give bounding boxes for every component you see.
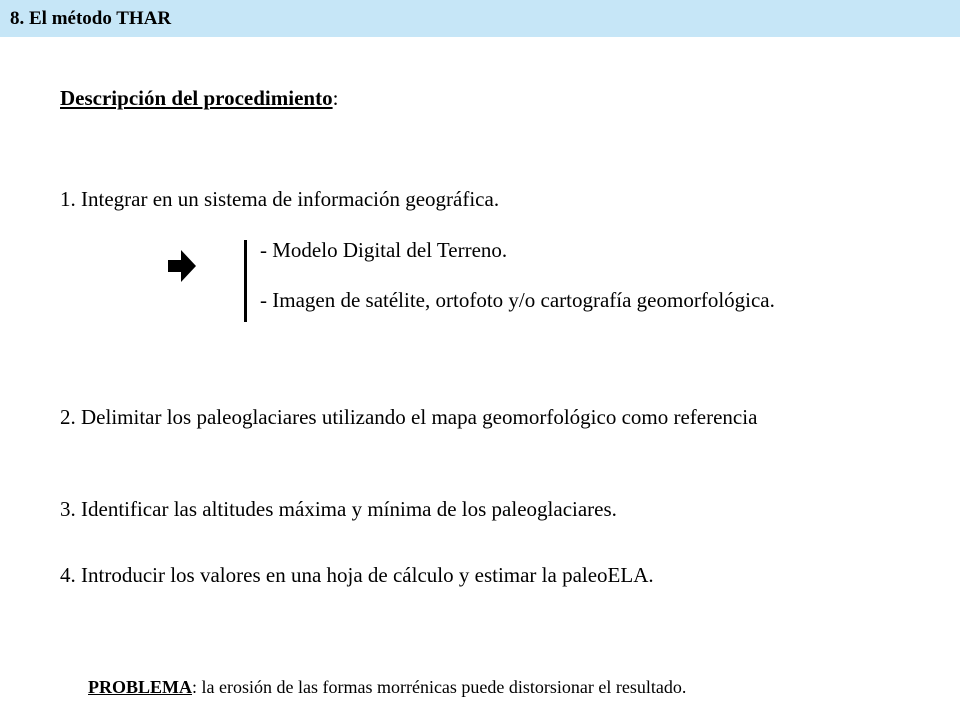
- slide-title: 8. El método THAR: [10, 8, 172, 29]
- section-title-colon: :: [332, 86, 339, 110]
- input-item-imagery: - Imagen de satélite, ortofoto y/o cartografía geomorfológica.: [260, 288, 775, 312]
- step-4: 4. Introducir los valores en una hoja de cálculo y estimar la paleoELA.: [60, 563, 654, 587]
- problem-text: : la erosión de las formas morrénicas puede distorsionar el resultado.: [192, 677, 687, 697]
- step-1: 1. Integrar en un sistema de información geográfica.: [60, 187, 500, 211]
- input-item-dem: - Modelo Digital del Terreno.: [260, 238, 508, 262]
- section-title-text: Descripción del procedimiento: [60, 86, 333, 110]
- section-title: [60, 86, 338, 111]
- problem-label: PROBLEMA: [88, 677, 193, 697]
- bracket-line: [244, 240, 247, 322]
- problem-note: [88, 677, 686, 698]
- header-bar: [0, 0, 960, 37]
- right-arrow-icon: [166, 247, 198, 285]
- step-3: 3. Identificar las altitudes máxima y mínima de los paleoglaciares.: [60, 497, 617, 521]
- step-2: 2. Delimitar los paleoglaciares utilizando el mapa geomorfológico como referencia: [60, 405, 758, 429]
